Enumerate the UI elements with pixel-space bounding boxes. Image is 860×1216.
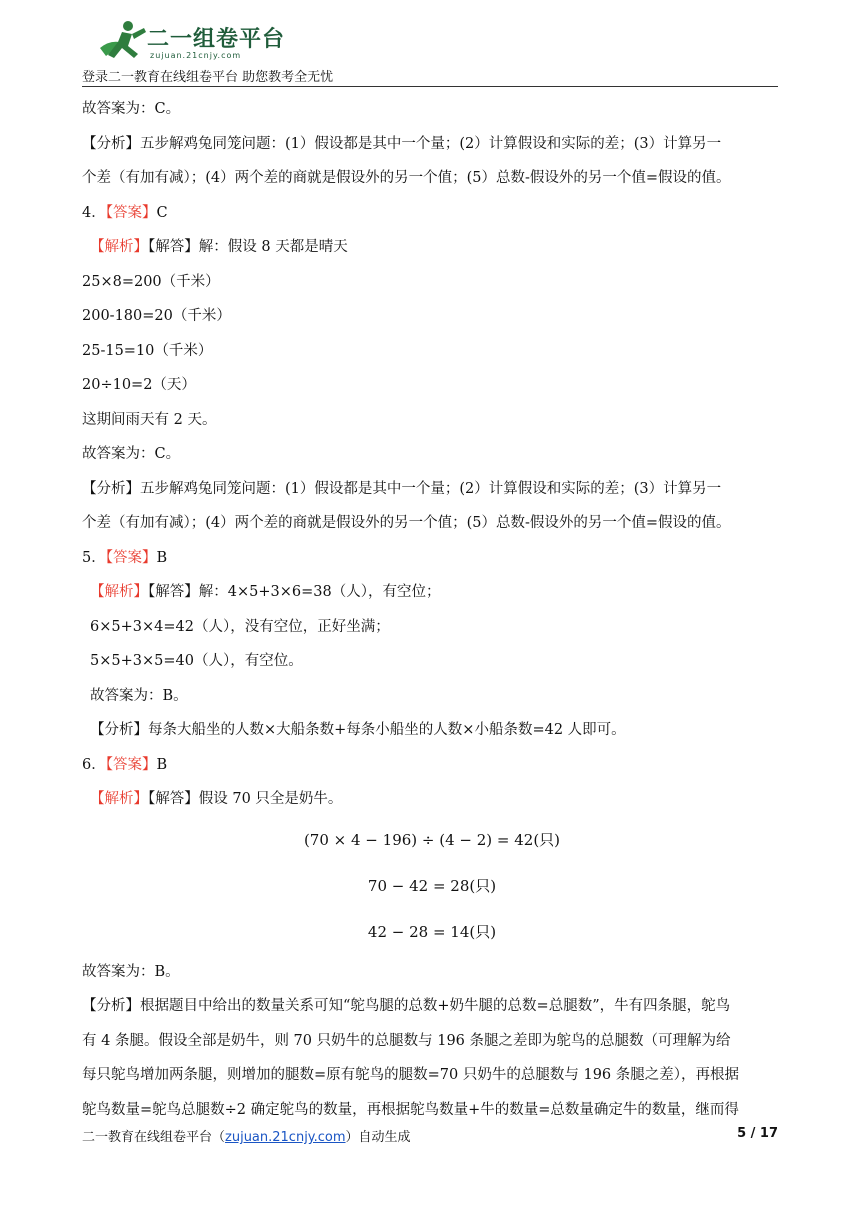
equation-2: 70 − 42 = 28(只) <box>367 876 497 895</box>
text-line: 鸵鸟数量=鸵鸟总腿数÷2 确定鸵鸟的数量，再根据鸵鸟数量+牛的数量=总数量确定牛的数量，继而得 <box>82 1101 739 1118</box>
footer-link[interactable]: zujuan.21cnjy.com <box>225 1130 346 1145</box>
page-number: 5 / 17 <box>737 1126 778 1141</box>
logo-text: 二一组卷平台 <box>147 27 286 52</box>
text-line: 每只鸵鸟增加两条腿，则增加的腿数=原有鸵鸟的腿数=70 只奶牛的总腿数与 196 条腿之差），再根据 <box>82 1067 739 1083</box>
answer-value: B <box>156 549 168 566</box>
header-tagline: 登录二一教育在线组卷平台 助您教考全无忧 <box>82 70 334 85</box>
question-6-explanation <box>82 782 782 817</box>
text-line: 故答案为：C。 <box>82 446 181 462</box>
text-line: 【分析】五步解鸡兔同笼问题：(1）假设都是其中一个量；(2）计算假设和实际的差；(3）计算另一 <box>82 480 722 497</box>
logo-subtext: zujuan.21cnjy.com <box>150 51 242 60</box>
answer-content <box>82 92 782 1127</box>
text-line: 200-180=20（千米） <box>82 308 231 324</box>
explanation-text: 【解答】假设 70 只全是奶牛。 <box>148 791 343 807</box>
explanation-tag: 【解析】 <box>90 239 148 255</box>
question-6-answer <box>82 748 782 783</box>
explanation-text: 【解答】解：假设 8 天都是晴天 <box>148 239 348 255</box>
text-line: 有 4 条腿。假设全部是奶牛，则 70 只奶牛的总腿数与 196 条腿之差即为鸵鸟的总腿数（可理解为给 <box>82 1032 731 1049</box>
question-number: 6． <box>82 756 106 773</box>
answer-tag: 【答案】 <box>105 549 157 566</box>
explanation-tag: 【解析】 <box>90 584 148 600</box>
header-divider <box>82 86 778 87</box>
text-line: 故答案为：B。 <box>82 963 180 980</box>
question-4-answer <box>82 196 782 231</box>
page-footer <box>82 1126 778 1145</box>
explanation-tag: 【解析】 <box>90 791 148 807</box>
question-4-explanation <box>82 230 782 265</box>
text-line: 这期间雨天有 2 天。 <box>82 411 217 428</box>
text-line: 个差（有加有减）；(4）两个差的商就是假设外的另一个值；(5）总数-假设外的另一个值=假设的值。 <box>82 170 731 186</box>
answer-value: B <box>156 756 168 773</box>
text-line: 5×5+3×5=40（人），有空位。 <box>90 653 303 669</box>
platform-logo <box>92 18 292 66</box>
text-line: 故答案为：C。 <box>82 101 181 117</box>
question-number: 5． <box>82 549 106 566</box>
text-line: 【分析】每条大船坐的人数×大船条数+每条小船坐的人数×小船条数=42 人即可。 <box>90 722 626 738</box>
footer-suffix: ）自动生成 <box>345 1130 411 1145</box>
question-5-answer <box>82 541 782 576</box>
question-5-explanation <box>82 575 782 610</box>
answer-tag: 【答案】 <box>105 756 157 773</box>
question-number: 4． <box>82 204 106 221</box>
text-line: 故答案为：B。 <box>90 687 188 704</box>
text-line: 25-15=10（千米） <box>82 342 213 359</box>
text-line: 【分析】根据题目中给出的数量关系可知“鸵鸟腿的总数+奶牛腿的总数=总腿数”，牛有四条腿，鸵鸟 <box>82 998 731 1014</box>
answer-tag: 【答案】 <box>105 204 157 221</box>
text-line: 6×5+3×4=42（人），没有空位，正好坐满； <box>90 618 390 635</box>
explanation-text: 【解答】解：4×5+3×6=38（人），有空位； <box>148 584 441 600</box>
footer-prefix: 二一教育在线组卷平台（ <box>82 1130 226 1145</box>
equation-3: 42 − 28 = 14(只) <box>367 922 497 941</box>
runner-logo-icon <box>92 18 148 64</box>
text-line: 个差（有加有减）；(4）两个差的商就是假设外的另一个值；(5）总数-假设外的另一个值=假设的值。 <box>82 515 731 531</box>
text-line: 20÷10=2（天） <box>82 377 196 393</box>
answer-value: C <box>156 204 168 221</box>
text-line: 25×8=200（千米） <box>82 273 220 290</box>
text-line: 【分析】五步解鸡兔同笼问题：(1）假设都是其中一个量；(2）计算假设和实际的差；(3）计算另一 <box>82 135 722 152</box>
equation-1: (70 × 4 − 196) ÷ (4 − 2) = 42(只) <box>303 830 561 849</box>
